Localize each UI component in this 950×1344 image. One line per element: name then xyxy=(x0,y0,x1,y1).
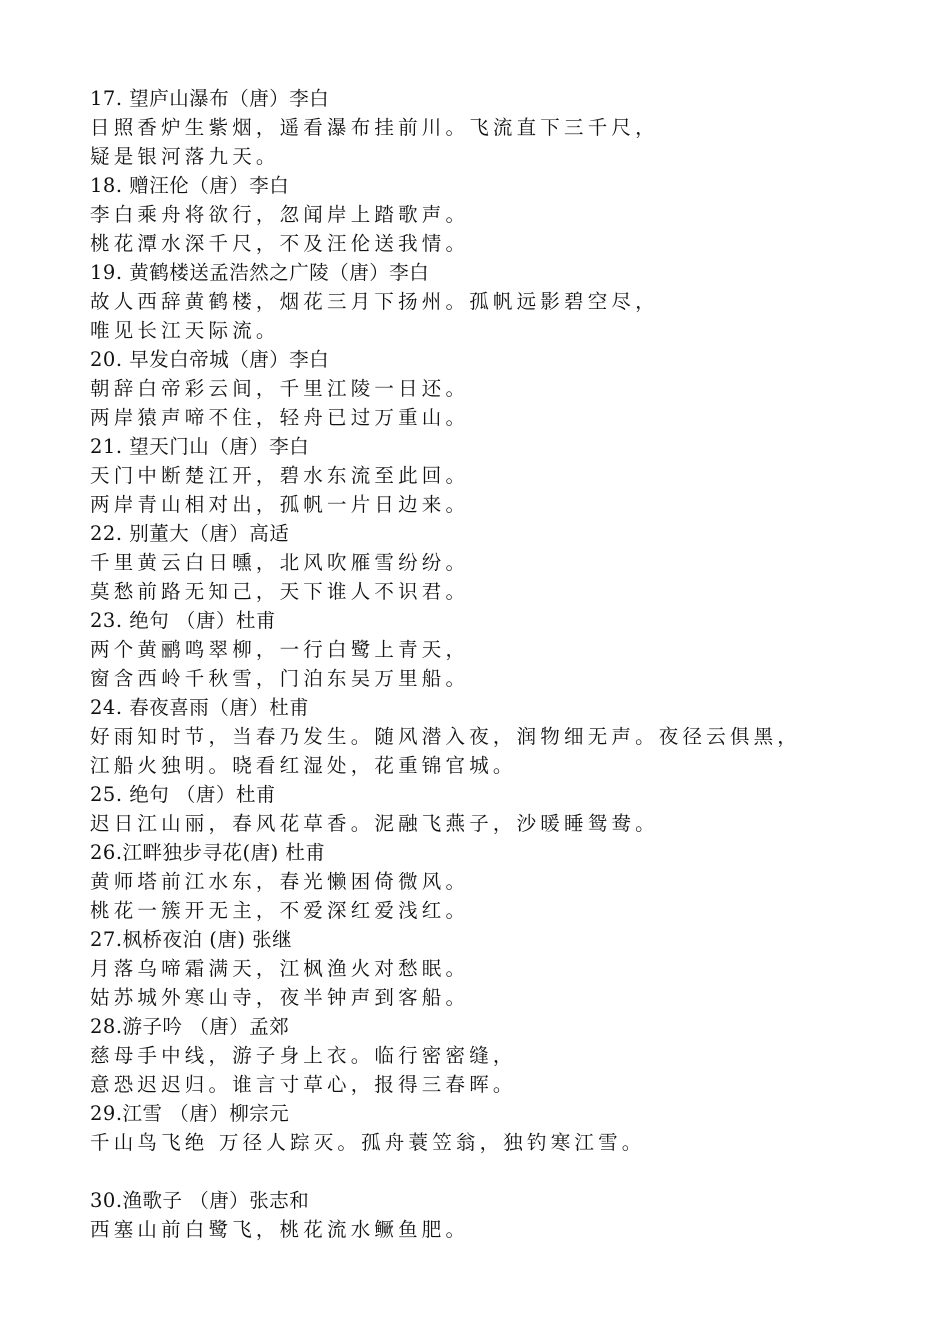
poem-verse-line: 天门中断楚江开，碧水东流至此回。 xyxy=(90,464,470,487)
poem-verse-line: 唯见长江天际流。 xyxy=(90,319,280,342)
poem-title: 17. 望庐山瀑布（唐）李白 xyxy=(90,87,330,110)
poem-verse-line: 疑是银河落九天。 xyxy=(90,145,280,168)
poem-title: 25. 绝句 （唐）杜甫 xyxy=(90,783,276,806)
poem-verse-line: 李白乘舟将欲行，忽闻岸上踏歌声。 xyxy=(90,203,470,226)
poem-verse-line: 朝辞白帝彩云间，千里江陵一日还。 xyxy=(90,377,470,400)
poem-verse-line: 西塞山前白鹭飞，桃花流水鳜鱼肥。 xyxy=(90,1218,470,1241)
poem-verse-line: 慈母手中线，游子身上衣。临行密密缝， xyxy=(90,1044,517,1067)
poem-verse-line: 两个黄鹂鸣翠柳，一行白鹭上青天， xyxy=(90,638,470,661)
poem-title: 21. 望天门山（唐）李白 xyxy=(90,435,310,458)
poem-verse-line: 桃花一簇开无主，不爱深红爱浅红。 xyxy=(90,899,470,922)
poem-title: 29.江雪 （唐）柳宗元 xyxy=(90,1102,290,1125)
poem-verse-line: 好雨知时节，当春乃发生。随风潜入夜，润物细无声。夜径云俱黑， xyxy=(90,725,802,748)
poem-verse-line: 日照香炉生紫烟，遥看瀑布挂前川。飞流直下三千尺， xyxy=(90,116,659,139)
poem-verse-line: 故人西辞黄鹤楼，烟花三月下扬州。孤帆远影碧空尽， xyxy=(90,290,659,313)
poem-title: 30.渔歌子 （唐）张志和 xyxy=(90,1189,310,1212)
poem-title: 22. 别董大（唐）高适 xyxy=(90,522,290,545)
poem-verse-line: 月落乌啼霜满天，江枫渔火对愁眠。 xyxy=(90,957,470,980)
poem-title: 19. 黄鹤楼送孟浩然之广陵（唐）李白 xyxy=(90,261,430,284)
poem-verse-line: 迟日江山丽，春风花草香。泥融飞燕子，沙暖睡鸳鸯。 xyxy=(90,812,659,835)
poem-verse-line: 千山鸟飞绝 万径人踪灭。孤舟蓑笠翁，独钓寒江雪。 xyxy=(90,1131,646,1154)
poem-title: 18. 赠汪伦（唐）李白 xyxy=(90,174,290,197)
poem-title: 28.游子吟 （唐）孟郊 xyxy=(90,1015,290,1038)
document-page xyxy=(90,84,910,1244)
poem-verse-line: 意恐迟迟归。谁言寸草心，报得三春晖。 xyxy=(90,1073,517,1096)
poem-verse-line: 江船火独明。晓看红湿处，花重锦官城。 xyxy=(90,754,517,777)
poem-verse-line: 黄师塔前江水东，春光懒困倚微风。 xyxy=(90,870,470,893)
poem-title: 27.枫桥夜泊 (唐) 张继 xyxy=(90,928,293,951)
poem-verse-line: 姑苏城外寒山寺，夜半钟声到客船。 xyxy=(90,986,470,1009)
poem-verse-line: 两岸青山相对出，孤帆一片日边来。 xyxy=(90,493,470,516)
poem-title: 23. 绝句 （唐）杜甫 xyxy=(90,609,276,632)
poem-title: 26.江畔独步寻花(唐) 杜甫 xyxy=(90,841,326,864)
poem-verse-line: 窗含西岭千秋雪，门泊东吴万里船。 xyxy=(90,667,470,690)
blank-line xyxy=(90,1157,910,1186)
poem-verse-line: 莫愁前路无知己，天下谁人不识君。 xyxy=(90,580,470,603)
poem-verse-line: 千里黄云白日曛，北风吹雁雪纷纷。 xyxy=(90,551,470,574)
poem-verse-line: 桃花潭水深千尺，不及汪伦送我情。 xyxy=(90,232,470,255)
poem-verse-line: 两岸猿声啼不住，轻舟已过万重山。 xyxy=(90,406,470,429)
poem-title: 20. 早发白帝城（唐）李白 xyxy=(90,348,330,371)
poem-title: 24. 春夜喜雨（唐）杜甫 xyxy=(90,696,310,719)
